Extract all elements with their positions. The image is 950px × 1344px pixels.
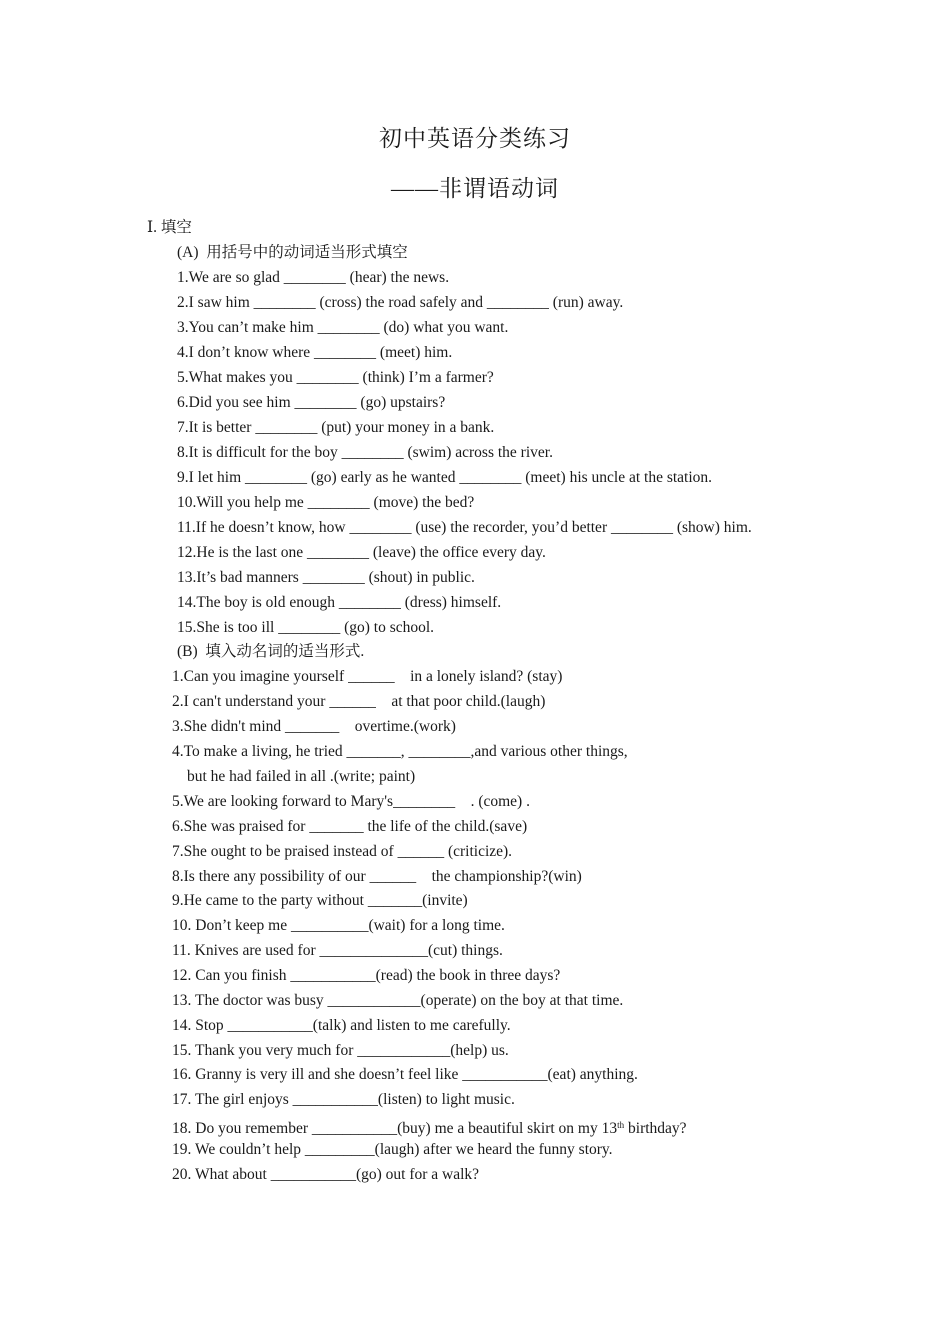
part-b-item: 8.Is there any possibility of our ______ the championship?(win) xyxy=(172,868,582,885)
item-18-text: 18. Do you remember ___________(buy) me a beautiful skirt on my 13 xyxy=(172,1120,618,1137)
section-heading: Ⅰ. 填空 xyxy=(147,219,192,236)
ordinal-superscript: th xyxy=(617,1120,625,1130)
part-a-item: 14.The boy is old enough ________ (dress) himself. xyxy=(177,594,502,611)
part-b-item: 13. The doctor was busy ____________(operate) on the boy at that time. xyxy=(172,992,624,1009)
part-a-item: 15.She is too ill ________ (go) to school. xyxy=(177,619,435,636)
page-subtitle: ——非谓语动词 xyxy=(391,176,559,201)
part-b-item: 6.She was praised for _______ the life of the child.(save) xyxy=(172,818,528,835)
part-a-item: 6.Did you see him ________ (go) upstairs? xyxy=(177,394,446,411)
part-b-item: 4.To make a living, he tried _______, ________,and various other things, xyxy=(172,743,628,760)
part-b-item: 1.Can you imagine yourself ______ in a lonely island? (stay) xyxy=(172,668,563,685)
page-title: 初中英语分类练习 xyxy=(379,126,571,151)
part-a-item: 10.Will you help me ________ (move) the bed? xyxy=(177,494,475,511)
part-b-item: 16. Granny is very ill and she doesn’t feel like ___________(eat) anything. xyxy=(172,1066,638,1083)
part-a-item: 13.It’s bad manners ________ (shout) in public. xyxy=(177,569,475,586)
part-a-item: 7.It is better ________ (put) your money in a bank. xyxy=(177,419,495,436)
part-b-item xyxy=(172,1115,687,1139)
part-b-heading: (B) 填入动名词的适当形式. xyxy=(177,643,365,660)
part-b-item: 3.She didn't mind _______ overtime.(work) xyxy=(172,718,456,735)
part-b-item: 5.We are looking forward to Mary's________ . (come) . xyxy=(172,793,530,810)
part-b-item: 17. The girl enjoys ___________(listen) to light music. xyxy=(172,1091,515,1108)
part-a-item: 2.I saw him ________ (cross) the road safely and ________ (run) away. xyxy=(177,294,624,311)
item-18-tail: birthday? xyxy=(624,1120,687,1137)
part-b-item: 9.He came to the party without _______(invite) xyxy=(172,892,468,909)
part-b-item: 10. Don’t keep me __________(wait) for a long time. xyxy=(172,917,505,934)
part-b-item: 14. Stop ___________(talk) and listen to me carefully. xyxy=(172,1017,511,1034)
part-a-item: 8.It is difficult for the boy ________ (swim) across the river. xyxy=(177,444,553,461)
part-b-item: 20. What about ___________(go) out for a walk? xyxy=(172,1166,480,1183)
part-a-item: 9.I let him ________ (go) early as he wanted ________ (meet) his uncle at the station. xyxy=(177,469,713,486)
part-a-item: 3.You can’t make him ________ (do) what you want. xyxy=(177,319,509,336)
part-b-item: 2.I can't understand your ______ at that poor child.(laugh) xyxy=(172,693,546,710)
part-a-item: 5.What makes you ________ (think) I’m a farmer? xyxy=(177,369,494,386)
part-b-item: 11. Knives are used for ______________(cut) things. xyxy=(172,942,503,959)
part-b-item: 7.She ought to be praised instead of ______ (criticize). xyxy=(172,843,513,860)
part-a-item: 12.He is the last one ________ (leave) the office every day. xyxy=(177,544,546,561)
part-b-item: 12. Can you finish ___________(read) the book in three days? xyxy=(172,967,561,984)
part-b-item: 19. We couldn’t help _________(laugh) after we heard the funny story. xyxy=(172,1141,613,1158)
part-b-item-continuation: but he had failed in all .(write; paint) xyxy=(187,768,416,785)
part-a-item: 4.I don’t know where ________ (meet) him. xyxy=(177,344,453,361)
part-a-item: 1.We are so glad ________ (hear) the news. xyxy=(177,269,450,286)
part-b-item: 15. Thank you very much for ____________(help) us. xyxy=(172,1042,509,1059)
part-a-item: 11.If he doesn’t know, how ________ (use) the recorder, you’d better ________ (show) him. xyxy=(177,519,752,536)
part-a-heading: (A) 用括号中的动词适当形式填空 xyxy=(177,244,408,261)
